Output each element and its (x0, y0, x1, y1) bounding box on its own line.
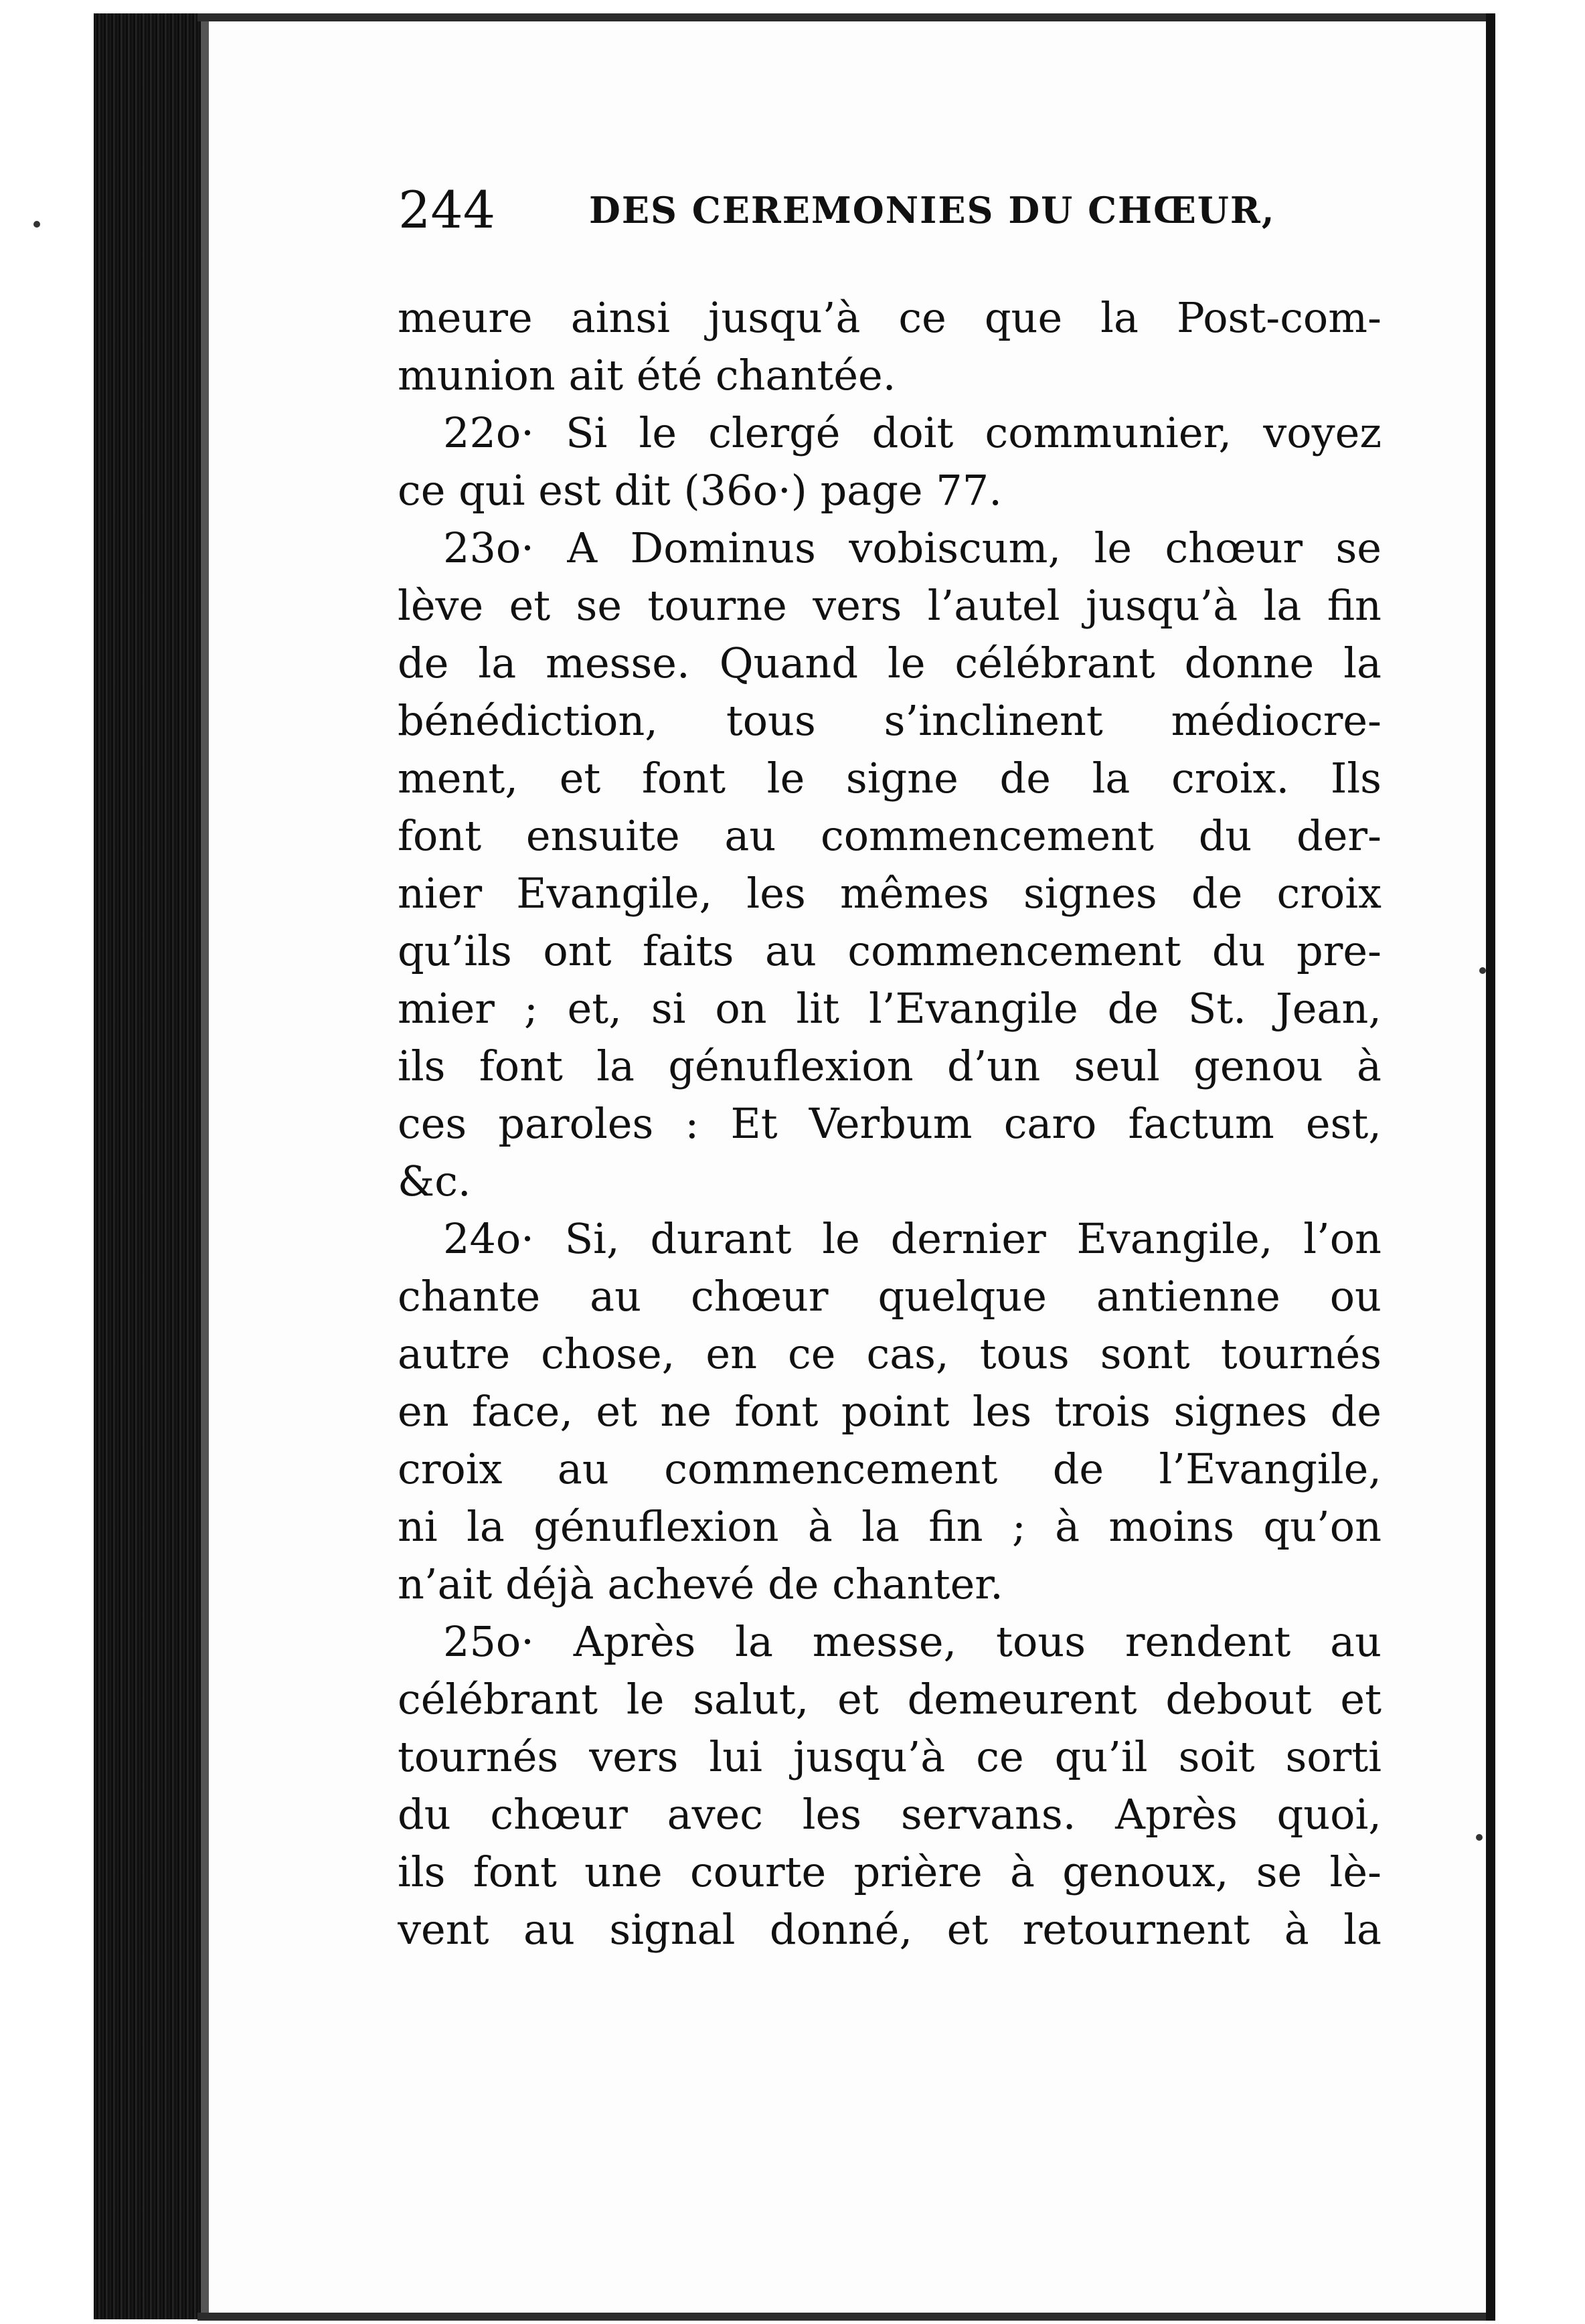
text-line: nier Evangile, les mêmes signes de croix (398, 869, 1382, 918)
text-line: ils font une courte prière à genoux, se lè- (398, 1847, 1382, 1896)
page-sheet (209, 21, 1486, 2313)
text-line: ils font la génuflexion d’un seul genou à (398, 1042, 1382, 1090)
text-line: du chœur avec les servans. Après quoi, (398, 1790, 1382, 1839)
text-line: chante au chœur quelque antienne ou (398, 1272, 1382, 1321)
page-header (398, 170, 1469, 250)
scan-speck (1479, 967, 1486, 974)
text-line: munion ait été chantée. (398, 351, 896, 400)
paragraph-22-start: 22o· Si le clergé doit communier, voyez (443, 408, 1382, 457)
text-line: n’ait déjà achevé de chanter. (398, 1560, 1003, 1608)
book-spine (94, 13, 204, 2319)
page-bottom-edge (197, 2313, 1489, 2321)
text-line: ces paroles : Et Verbum caro factum est, (398, 1099, 1382, 1148)
text-line: croix au commencement de l’Evangile, (398, 1444, 1382, 1493)
text-line: meure ainsi jusqu’à ce que la Post-com- (398, 293, 1382, 342)
text-line: tournés vers lui jusqu’à ce qu’il soit sorti (398, 1732, 1382, 1781)
text-line: qu’ils ont faits au commencement du pre- (398, 926, 1382, 975)
text-line: autre chose, en ce cas, tous sont tournés (398, 1329, 1382, 1378)
running-head: DES CEREMONIES DU CHŒUR, (589, 189, 1276, 232)
spine-edge (201, 13, 209, 2319)
text-line: en face, et ne font point les trois signes de (398, 1387, 1382, 1436)
paragraph-24-start: 24o· Si, durant le dernier Evangile, l’on (443, 1214, 1382, 1263)
page-right-edge (1486, 13, 1495, 2321)
body-text (398, 289, 1382, 1959)
paragraph-25-start: 25o· Après la messe, tous rendent au (443, 1617, 1382, 1666)
text-line: ce qui est dit (36o·) page 77. (398, 466, 1002, 515)
text-line: font ensuite au commencement du der- (398, 811, 1382, 860)
text-line: vent au signal donné, et retournent à la (398, 1905, 1382, 1954)
text-line: lève et se tourne vers l’autel jusqu’à la fin (398, 581, 1382, 630)
scan-speck (1476, 1834, 1483, 1841)
text-line: célébrant le salut, et demeurent debout et (398, 1675, 1382, 1724)
text-line: ni la génuflexion à la fin ; à moins qu’on (398, 1502, 1382, 1551)
page-top-edge (197, 13, 1489, 21)
text-line: mier ; et, si on lit l’Evangile de St. Jean, (398, 984, 1382, 1033)
text-line: bénédiction, tous s’inclinent médiocre- (398, 696, 1382, 745)
scan-speck (33, 221, 40, 228)
text-line: de la messe. Quand le célébrant donne la (398, 639, 1382, 687)
text-line: &c. (398, 1157, 471, 1206)
page-number: 244 (398, 180, 496, 240)
text-line: ment, et font le signe de la croix. Ils (398, 754, 1382, 803)
paragraph-23-start: 23o· A Dominus vobiscum, le chœur se (443, 523, 1382, 572)
